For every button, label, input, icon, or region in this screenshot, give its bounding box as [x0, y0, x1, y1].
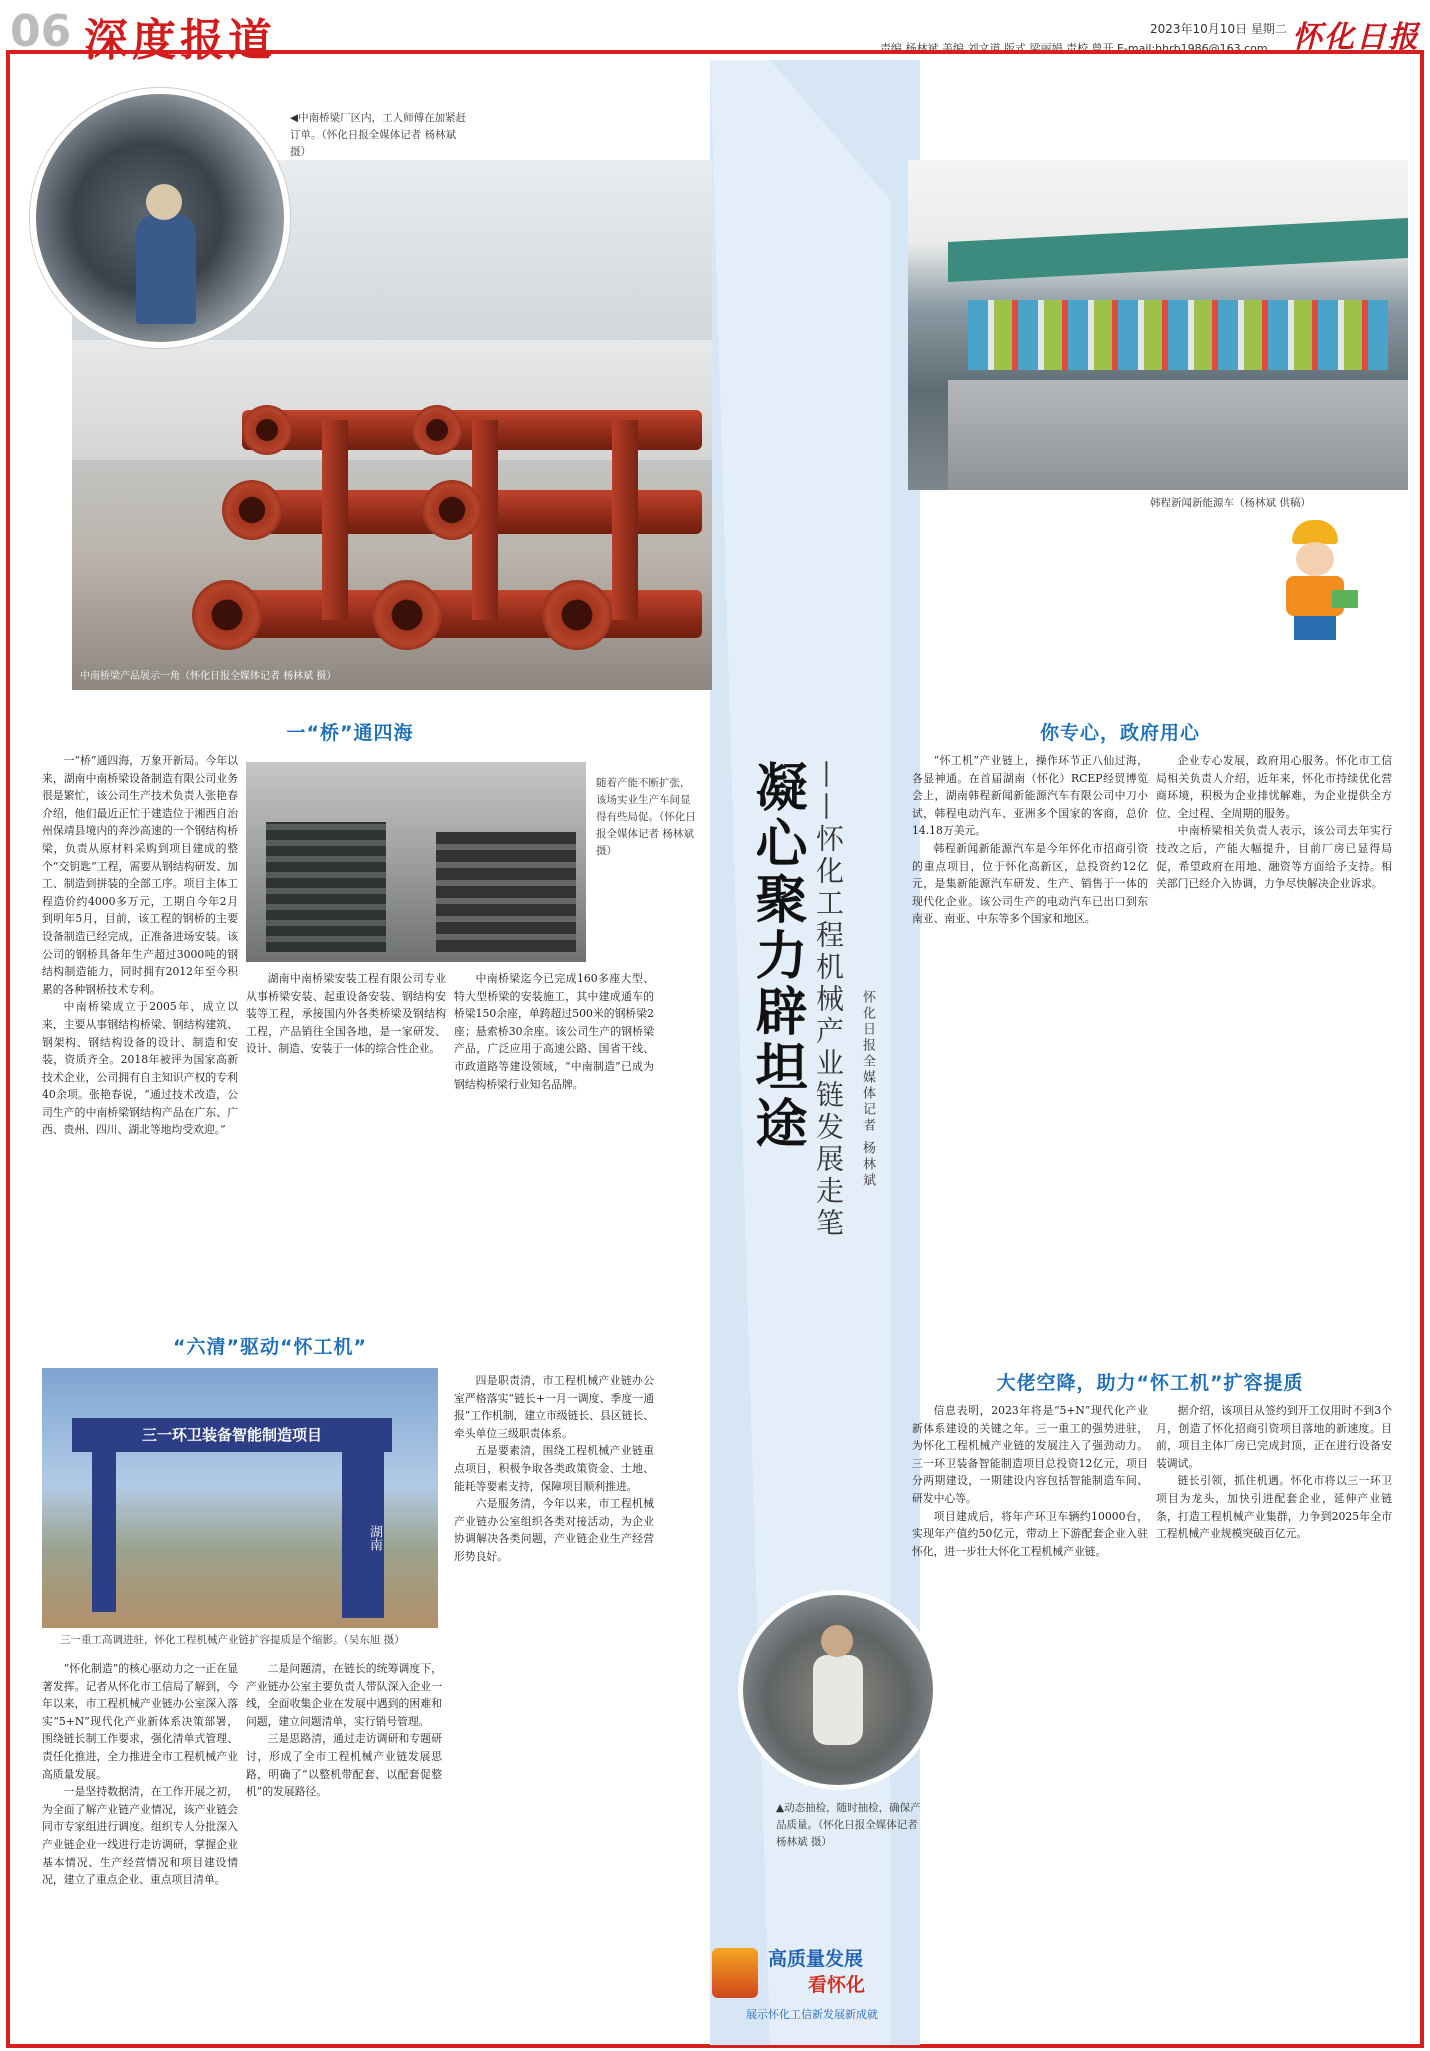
article-column	[246, 1660, 442, 2040]
article-column	[454, 1372, 654, 2040]
section-title-2: “六清”驱动“怀工机”	[173, 1336, 367, 1358]
editor-credits: 责编 杨林斌 美编 刘文道 版式 梁丽娟 责校 曾开 E-mail:hhrb1986@163.com	[880, 42, 1268, 55]
badge-line1: 高质量发展	[768, 1948, 864, 1970]
paragraph: 三是思路清，通过走访调研和专题研讨，形成了全市工程机械产业链发展思路，明确了“以整机带配套、以配套促整机”的发展路径。	[246, 1732, 442, 1799]
caption-welder: ◀中南桥梁厂区内，工人师傅在加紧赶订单。（怀化日报全媒体记者 杨林斌 摄）	[290, 112, 467, 158]
article-column	[246, 970, 446, 1280]
article-column	[1156, 1402, 1392, 2042]
article-column	[1156, 752, 1392, 1312]
paragraph: 项目建成后，将年产环卫车辆约10000台，实现年产值约50亿元，带动上下游配套企业入驻怀化，进一步壮大怀化工程机械产业链。	[912, 1509, 1148, 1558]
paragraph: 二是问题清，在链长的统筹调度下，产业链办公室主要负责人带队深入企业一线，全面收集企业在发展中遇到的困难和问题，建立问题清单，实行销号管理。	[246, 1662, 442, 1728]
section-title-3: 你专心，政府用心	[1039, 722, 1200, 744]
headline-title: 凝心聚力辟坦途	[746, 760, 807, 1152]
section-title-1: 一“桥”通四海	[286, 722, 414, 744]
article-column	[912, 1402, 1148, 2042]
caption-inspection: ▲动态抽检，随时抽检，确保产品质量。（怀化日报全媒体记者 杨林斌 摄）	[776, 1802, 921, 1848]
caption-sany-gate: 三一重工高调进驻，怀化工程机械产业链扩容提质是个缩影。（吴东旭 摄）	[60, 1634, 405, 1646]
section-title-4: 大佬空降，助力“怀工机”扩容提质	[996, 1372, 1304, 1394]
badge-line3: 展示怀化工信新发展新成就	[746, 2008, 878, 2021]
byline: 怀化日报全媒体记者 杨林斌	[860, 990, 875, 1190]
paragraph: 中南桥梁迄今已完成160多座大型、特大型桥梁的安装施工，其中建成通车的桥梁150余座，单跨超过500米的钢桥梁2座；悬索桥30余座。该公司生产的钢桥梁产品，广泛应用于高速公路、国省干线、市政道路等建设领域，“中南制造”已成为钢结构桥梁行业知名品牌。	[454, 972, 654, 1091]
article-column	[42, 752, 238, 1282]
photo-new-energy-vehicles	[908, 160, 1408, 490]
paragraph: 信息表明，2023年将是“5+N”现代化产业新体系建设的关键之年。三一重工的强势进驻，为怀化工程机械产业链的发展注入了强劲动力。三一环卫装备智能制造项目总投资12亿元，项目分两期建设，一期建设内容包括智能制造车间、研发中心等。	[912, 1404, 1148, 1505]
feature-badge	[712, 1942, 912, 2038]
caption-workshop: 随着产能不断扩张，该场实业生产车间显得有些局促。（怀化日报全媒体记者 杨林斌 摄）	[596, 777, 696, 857]
paragraph: 据介绍，该项目从签约到开工仅用时不到3个月，创造了怀化招商引资项目落地的新速度。目前，项目主体厂房已完成封顶，正在进行设备安装调试。	[1156, 1404, 1392, 1470]
paragraph: 韩程新闻新能源汽车是今年怀化市招商引资的重点项目，位于怀化高新区，总投资约12亿元，是集新能源汽车研发、生产、销售于一体的现代化企业。该公司生产的电动汽车已出口到东南亚、南亚、中东等多个国家和地区。	[912, 841, 1148, 926]
paragraph: 一“桥”通四海，万象开新局。今年以来，湖南中南桥梁设备制造有限公司业务很是繁忙，该公司生产技术负责人张艳春介绍，他们最近正忙于建造位于湘西自治州保靖县境内的奔沙高速的一个钢结构桥梁，负责从原材料采购到项目建成的整个“交钥匙”工程，需要从钢结构研发、加工、制造到拼装的全部工序。项目主体工程造价约4000多万元，工期自今年2月到明年5月，目前，该工程的钢桥的主要设备制造已经完成，正准备进场安装。该公司的钢桥具备年生产超过3000吨的钢结构制造能力，同时拥有2012年至今积累的各种钢桥技术专利。	[42, 754, 238, 996]
headline-subtitle: ——怀化工程机械产业链发展走笔	[812, 760, 845, 1240]
article-column	[912, 752, 1148, 1312]
section-title: 深度报道	[84, 15, 276, 66]
photo-welder-circle	[30, 88, 290, 348]
article-column	[454, 970, 654, 1280]
photo-inspection-circle	[738, 1590, 938, 1790]
caption-bridge-products: 中南桥梁产品展示一角（怀化日报全媒体记者 杨林斌 摄）	[80, 671, 337, 682]
paragraph: 中南桥梁相关负责人表示，该公司去年实行技改之后，产能大幅提升，目前厂房已显得局促，希望政府在用地、融资等方面给予支持。相关部门已经介入协调，力争尽快解决企业诉求。	[1156, 824, 1392, 891]
page-number: 06	[10, 6, 72, 57]
paragraph: 中南桥梁成立于2005年，成立以来，主要从事钢结构桥梁、钢结构建筑、钢架构、钢结构设备的设计、制造和安装，资质齐全。2018年被评为国家高新技术企业，公司拥有自主知识产权的专利40余项。张艳春说，“通过技术改造，公司生产的中南桥梁钢结构产品在广东、广西、贵州、四川、湖北等地均受欢迎。”	[42, 1000, 238, 1137]
issue-date: 2023年10月10日 星期二	[1150, 22, 1287, 36]
newspaper-logo: 怀化日报	[1292, 20, 1420, 55]
badge-line2: 看怀化	[808, 1974, 866, 1996]
paragraph: 一是坚持数据清，在工作开展之初，为全面了解产业链产业情况，该产业链会同市专家组进行调度。组织专人分批深入产业链企业一线进行走访调研，掌握企业基本情况、生产经营情况和项目建设情况，建立了重点企业、重点项目清单。	[42, 1785, 238, 1887]
paragraph: 链长引领，抓住机遇。怀化市将以三一环卫项目为龙头，加快引进配套企业，延伸产业链条，打造工程机械产业集群，力争到2025年全市工程机械产业规模突破百亿元。	[1156, 1474, 1392, 1541]
gate-side-sign: 湖南	[342, 1428, 384, 1618]
paragraph: 六是服务清，今年以来，市工程机械产业链办公室组织各类对接活动，为企业协调解决各类问题，产业链企业生产经营形势良好。	[454, 1497, 654, 1563]
paragraph: 四是职责清，市工程机械产业链办公室严格落实“链长+一月一调度、季度一通报”工作机制，建立市级链长、县区链长、牵头单位三级职责体系。	[454, 1374, 654, 1440]
photo-sany-gate	[42, 1368, 438, 1628]
paragraph: 湖南中南桥梁安装工程有限公司专业从事桥梁安装、起重设备安装、钢结构安装等工程，承接国内外各类桥梁及钢结构工程，产品销往全国各地，是一家研发、设计、制造、安装于一体的综合性企业。	[246, 972, 446, 1056]
paragraph: 企业专心发展，政府用心服务。怀化市工信局相关负责人介绍，近年来，怀化市持续优化营商环境，积极为企业排忧解难，为企业提供全方位、全过程、全周期的服务。	[1156, 754, 1392, 820]
caption-new-energy: 韩程新闻新能源车（杨林斌 供稿）	[1150, 497, 1311, 509]
paragraph: 五是要素清，围绕工程机械产业链重点项目，积极争取各类政策资金、土地、能耗等要素支持，保障项目顺利推进。	[454, 1444, 654, 1493]
paragraph: “怀工机”产业链上，操作环节正八仙过海，各显神通。在首届湖南（怀化）RCEP经贸博览会上，湖南韩程新闻新能源汽车有限公司中刀小试，韩程电动汽车、亚洲多个国家的客商，总价14.18万美元。	[912, 754, 1148, 838]
article-column	[42, 1660, 238, 2040]
worker-illustration	[1270, 520, 1360, 640]
gate-sign: 三一环卫装备智能制造项目	[72, 1418, 392, 1452]
paragraph: “怀化制造”的核心驱动力之一正在显著发挥。记者从怀化市工信局了解到，今年以来，市工程机械产业链办公室深入落实“5+N”现代化产业新体系决策部署，围绕链长制工作要求，强化清单式管理、责任化推进，全力推进全市工程机械产业高质量发展。	[42, 1662, 238, 1781]
photo-workshop	[246, 762, 586, 962]
